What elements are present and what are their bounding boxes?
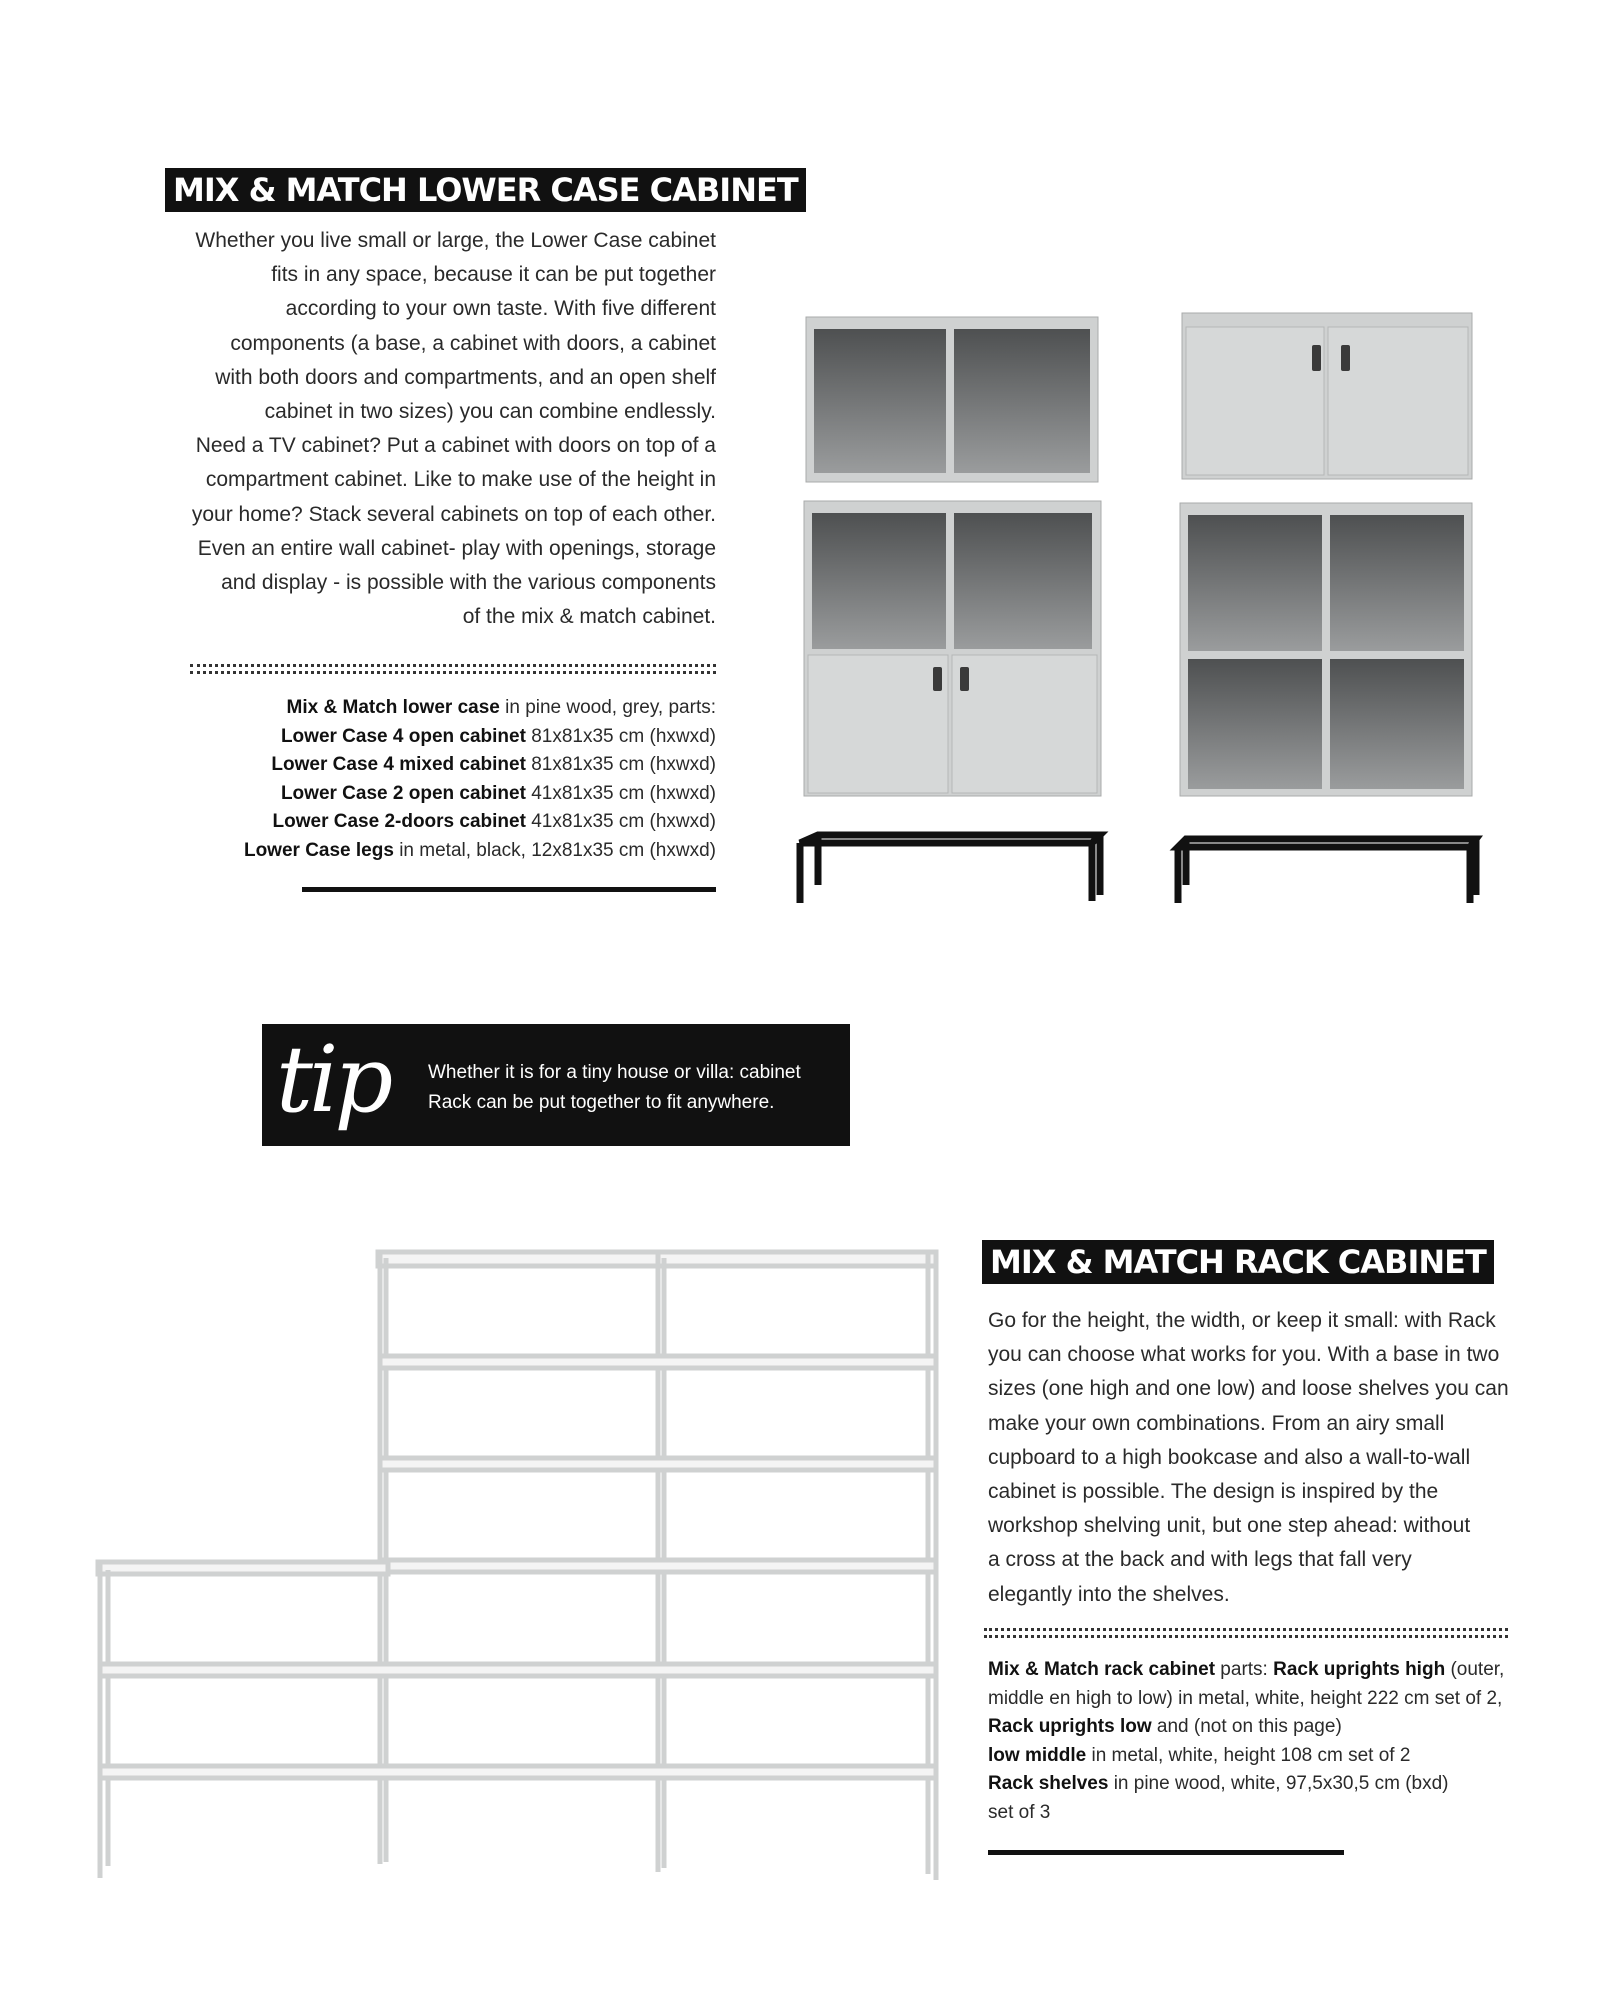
tip-box (262, 1024, 850, 1146)
description-line: Need a TV cabinet? Put a cabinet with doors on top of a (195, 434, 716, 458)
description-line: Even an entire wall cabinet- play with openings, storage (197, 536, 716, 560)
description-line: you can choose what works for you. With a base in two (988, 1343, 1500, 1367)
tip-text (428, 1058, 801, 1118)
dotted-divider (984, 1635, 1508, 1638)
description-line: cabinet in two sizes) you can combine endlessly. (264, 400, 716, 424)
part-name: Lower Case 2 open cabinet (280, 782, 526, 804)
rack-cabinet-illustration (90, 1244, 960, 1894)
description-line: according to your own taste. With five different (285, 297, 716, 321)
description-line: workshop shelving unit, but one step ahead: without (988, 1514, 1471, 1538)
part-name: Rack uprights high (1273, 1659, 1446, 1680)
description-line: sizes (one high and one low) and loose shelves you can (988, 1377, 1509, 1401)
lower-case-parts-list (190, 694, 716, 865)
description-line: cabinet is possible. The design is inspired by the (988, 1480, 1439, 1504)
parts-line: set of 3 (988, 1801, 1051, 1823)
part-detail: and (not on this page) (1151, 1716, 1342, 1737)
part-detail: in pine wood, white, 97,5x30,5 cm (bxd) (1108, 1773, 1449, 1794)
description-line: and display - is possible with the various components (221, 571, 716, 595)
part-name: low middle (988, 1744, 1087, 1766)
parts-line: middle en high to low) in metal, white, height 222 cm set of 2, (988, 1687, 1503, 1709)
part-detail: 41x81x35 cm (hxwxd) (525, 782, 716, 804)
part-detail: 81x81x35 cm (hxwxd) (525, 754, 716, 775)
parts-line (190, 694, 716, 723)
part-detail: in metal, black, 12x81x35 cm (hxwxd) (393, 839, 716, 861)
part-name: Lower Case 4 mixed cabinet (271, 754, 526, 775)
description-line: a cross at the back and with legs that fall very (988, 1548, 1412, 1572)
description-line: Whether you live small or large, the Lower Case cabinet (195, 229, 716, 252)
description-line: elegantly into the shelves. (988, 1582, 1230, 1606)
dotted-divider (190, 664, 716, 667)
lower-case-legs-image (800, 835, 1100, 903)
parts-line (988, 1713, 1508, 1742)
two-doors-cabinet-image (1182, 313, 1472, 479)
part-detail: in pine wood, grey, parts: (499, 697, 716, 718)
part-name: Mix & Match rack cabinet (988, 1659, 1216, 1680)
section-rule (302, 887, 716, 892)
description-line: fits in any space, because it can be put together (271, 263, 716, 287)
rack-heading: MIX & MATCH RACK CABINET (982, 1240, 1494, 1284)
description-line: your home? Stack several cabinets on top of each other. (191, 502, 716, 526)
part-name: Lower Case 2-doors cabinet (272, 811, 526, 832)
parts-line (988, 1742, 1508, 1771)
tip-line: Whether it is for a tiny house or villa: cabinet (428, 1062, 801, 1083)
lower-case-description (190, 224, 716, 634)
description-line: of the mix & match cabinet. (462, 605, 716, 629)
rack-description (988, 1304, 1528, 1612)
parts-line (190, 837, 716, 866)
parts-line (190, 808, 716, 837)
lower-case-legs-image (1178, 839, 1476, 903)
part-detail: in metal, white, height 108 cm set of 2 (1086, 1744, 1411, 1766)
description-line: components (a base, a cabinet with doors, a cabinet (230, 331, 716, 355)
two-open-cabinet-image (806, 317, 1098, 482)
part-detail: parts: (1215, 1659, 1274, 1680)
parts-line (988, 1770, 1508, 1799)
part-name: Rack shelves (988, 1773, 1109, 1794)
part-name: Rack uprights low (988, 1716, 1152, 1737)
description-line: compartment cabinet. Like to make use of the height in (205, 468, 716, 492)
dotted-divider (984, 1628, 1508, 1631)
part-name: Lower Case legs (243, 839, 394, 861)
parts-line (190, 780, 716, 809)
four-open-cabinet-image (1180, 503, 1472, 796)
parts-line (190, 723, 716, 752)
description-line: Go for the height, the width, or keep it small: with Rack (988, 1309, 1496, 1332)
part-detail: (outer, (1445, 1659, 1505, 1680)
tip-line: Rack can be put together to fit anywhere. (428, 1092, 775, 1113)
four-mixed-cabinet-image (804, 501, 1101, 796)
parts-line (190, 751, 716, 780)
parts-line (988, 1656, 1508, 1685)
section-rule (988, 1850, 1344, 1855)
description-line: cupboard to a high bookcase and also a wall-to-wall (988, 1445, 1471, 1469)
part-name: Mix & Match lower case (286, 697, 500, 718)
tip-script-title: tip (276, 1026, 390, 1133)
description-line: make your own combinations. From an airy small (988, 1411, 1445, 1435)
part-detail: 41x81x35 cm (hxwxd) (525, 811, 716, 832)
lower-case-heading: MIX & MATCH LOWER CASE CABINET (165, 168, 806, 212)
part-name: Lower Case 4 open cabinet (280, 725, 526, 747)
dotted-divider (190, 671, 716, 674)
lower-case-cabinets-illustration (790, 305, 1490, 915)
description-line: with both doors and compartments, and an open shelf (215, 365, 716, 389)
rack-parts-list (988, 1656, 1508, 1827)
part-detail: 81x81x35 cm (hxwxd) (525, 725, 716, 747)
